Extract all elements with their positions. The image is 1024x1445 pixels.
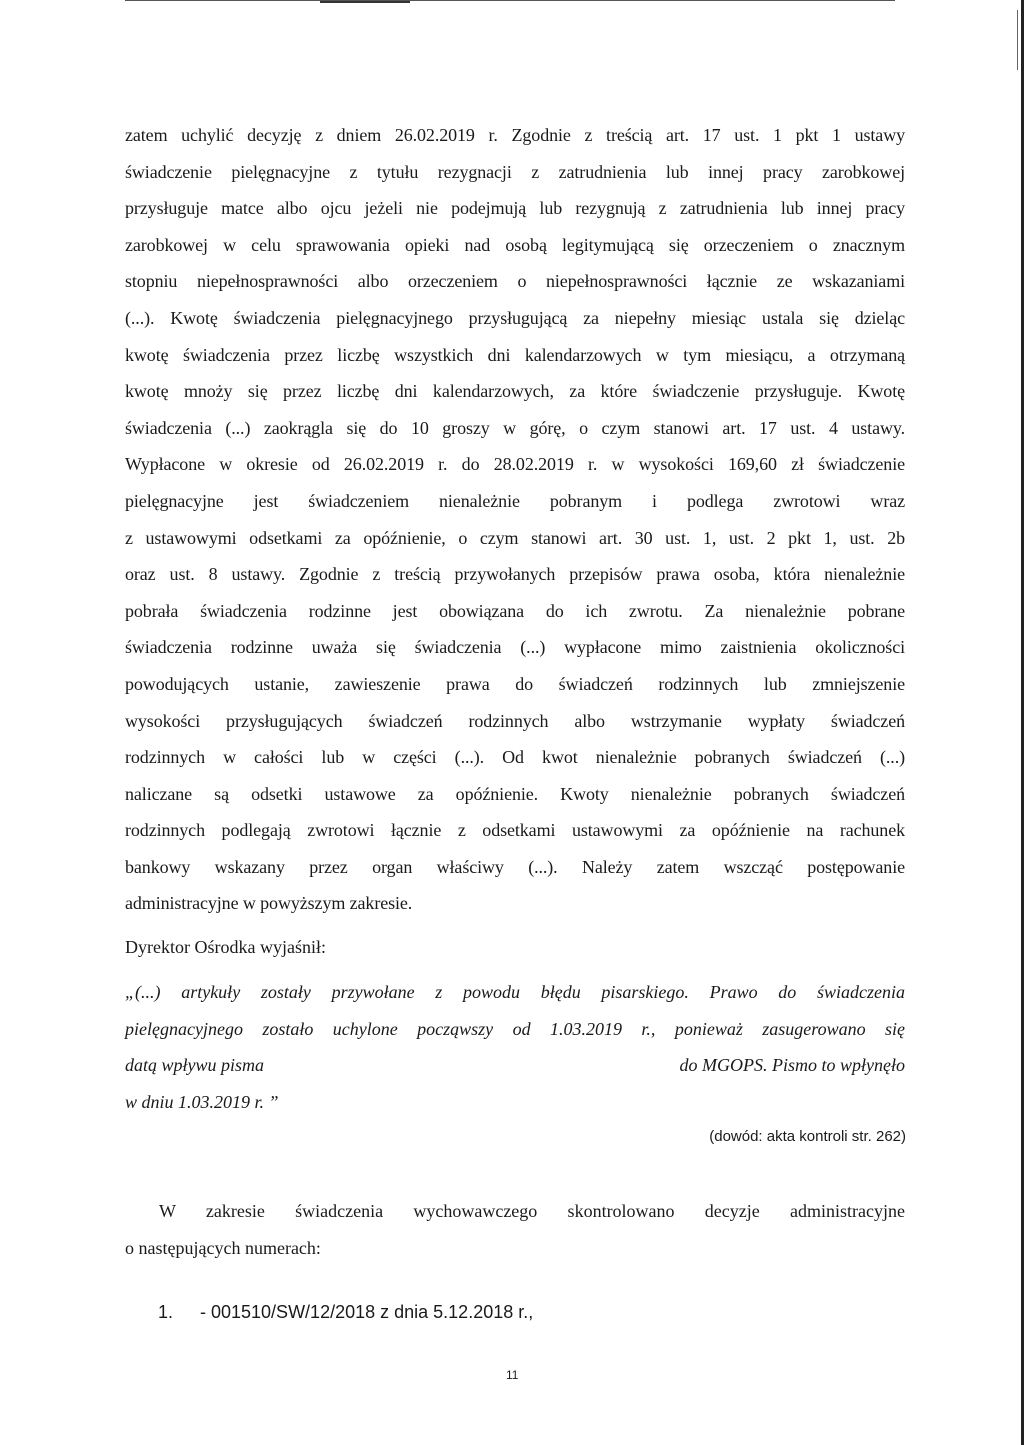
scope-line: o następujących numerach: xyxy=(125,1237,321,1258)
paragraph-line: kwotę świadczenia przez liczbę wszystkich dni kalendarzowych w tym miesiącu, a otrzymaną xyxy=(125,344,905,365)
scope-paragraph xyxy=(125,1193,905,1266)
quote-line: pielęgnacyjnego zostało uchylone począwszy od 1.03.2019 r., ponieważ zasugerowano się xyxy=(125,1018,905,1039)
paragraph-line: zatem uchylić decyzję z dniem 26.02.2019 r. Zgodnie z treścią art. 17 ust. 1 pkt 1 ustawy xyxy=(125,125,905,145)
paragraph-line: powodujących ustanie, zawieszenie prawa do świadczeń rodzinnych lub zmniejszenie xyxy=(125,673,905,694)
paragraph-line: przysługuje matce albo ojcu jeżeli nie podejmują lub rezygnują z zatrudnienia lub innej pracy xyxy=(125,198,905,219)
quote-line-left: datą wpływu pisma xyxy=(125,1055,265,1075)
paragraph-line: zarobkowej w celu sprawowania opieki nad osobą legitymującą się orzeczeniem o znacznym xyxy=(125,234,905,255)
paragraph-line: rodzinnych podlegają zwrotowi łącznie z odsetkami ustawowymi za opóźnienie na rachunek xyxy=(125,820,905,841)
paragraph-line: pobrała świadczenia rodzinne jest obowiązana do ich zwrotu. Za nienależnie pobrane xyxy=(125,600,905,621)
scan-edge-top xyxy=(125,0,895,5)
paragraph-line: Wypłacone w okresie od 26.02.2019 r. do 28.02.2019 r. w wysokości 169,60 zł świadczenie xyxy=(125,454,905,475)
paragraph-line: z ustawowymi odsetkami za opóźnienie, o czym stanowi art. 30 ust. 1, ust. 2 pkt 1, ust. 2b xyxy=(125,527,905,548)
director-statement-label: Dyrektor Ośrodka wyjaśnił: xyxy=(125,937,326,957)
paragraph-line: świadczenia rodzinne uważa się świadczenia (...) wypłacone mimo zaistnienia okoliczności xyxy=(125,637,905,658)
quote-line: „(...) artykuły zostały przywołane z powodu błędu pisarskiego. Prawo do świadczenia xyxy=(125,982,905,1002)
paragraph-line: bankowy wskazany przez organ właściwy (...). Należy zatem wszcząć postępowanie xyxy=(125,856,905,877)
paragraph-line: świadczenia (...) zaokrągla się do 10 groszy w górę, o czym stanowi art. 17 ust. 4 ustawy. xyxy=(125,417,905,438)
list-item xyxy=(158,1302,533,1323)
director-quote xyxy=(125,974,905,1120)
quote-line xyxy=(125,1047,905,1084)
page-number: 11 xyxy=(506,1368,519,1382)
list-item-number: 1. xyxy=(158,1302,174,1322)
evidence-note: (dowód: akta kontroli str. 262) xyxy=(709,1128,906,1145)
quote-line-right: do MGOPS. Pismo to wpłynęło xyxy=(679,1055,905,1075)
main-paragraph xyxy=(125,117,905,922)
paragraph-line: świadczenie pielęgnacyjne z tytułu rezygnacji z zatrudnienia lub innej pracy zarobkowej xyxy=(125,161,905,182)
scope-line: W zakresie świadczenia wychowawczego skontrolowano decyzje administracyjne xyxy=(159,1201,905,1221)
paragraph-line: oraz ust. 8 ustawy. Zgodnie z treścią przywołanych przepisów prawa osoba, która nienależnie xyxy=(125,564,905,585)
paragraph-line: wysokości przysługujących świadczeń rodzinnych albo wstrzymanie wypłaty świadczeń xyxy=(125,710,905,731)
paragraph-line: (...). Kwotę świadczenia pielęgnacyjnego przysługującą za niepełny miesiąc ustala się dzieląc xyxy=(125,307,905,328)
paragraph-line: pielęgnacyjne jest świadczeniem nienależnie pobranym i podlega zwrotowi wraz xyxy=(125,490,905,511)
paragraph-line: rodzinnych w całości lub w części (...). Od kwot nienależnie pobranych świadczeń (...) xyxy=(125,747,905,768)
scan-edge-right-mark xyxy=(1017,10,1018,70)
quote-line: w dniu 1.03.2019 r. ” xyxy=(125,1091,279,1112)
paragraph-line: stopniu niepełnosprawności albo orzeczeniem o niepełnosprawności łącznie ze wskazaniami xyxy=(125,271,905,292)
paragraph-line: naliczane są odsetki ustawowe za opóźnienie. Kwoty nienależnie pobranych świadczeń xyxy=(125,783,905,804)
paragraph-line: administracyjne w powyższym zakresie. xyxy=(125,893,413,914)
paragraph-line: kwotę mnoży się przez liczbę dni kalendarzowych, za które świadczenie przysługuje. Kwotę xyxy=(125,381,905,402)
scan-edge-top-mark xyxy=(320,1,410,7)
list-item-text: - 001510/SW/12/2018 z dnia 5.12.2018 r., xyxy=(200,1302,534,1322)
